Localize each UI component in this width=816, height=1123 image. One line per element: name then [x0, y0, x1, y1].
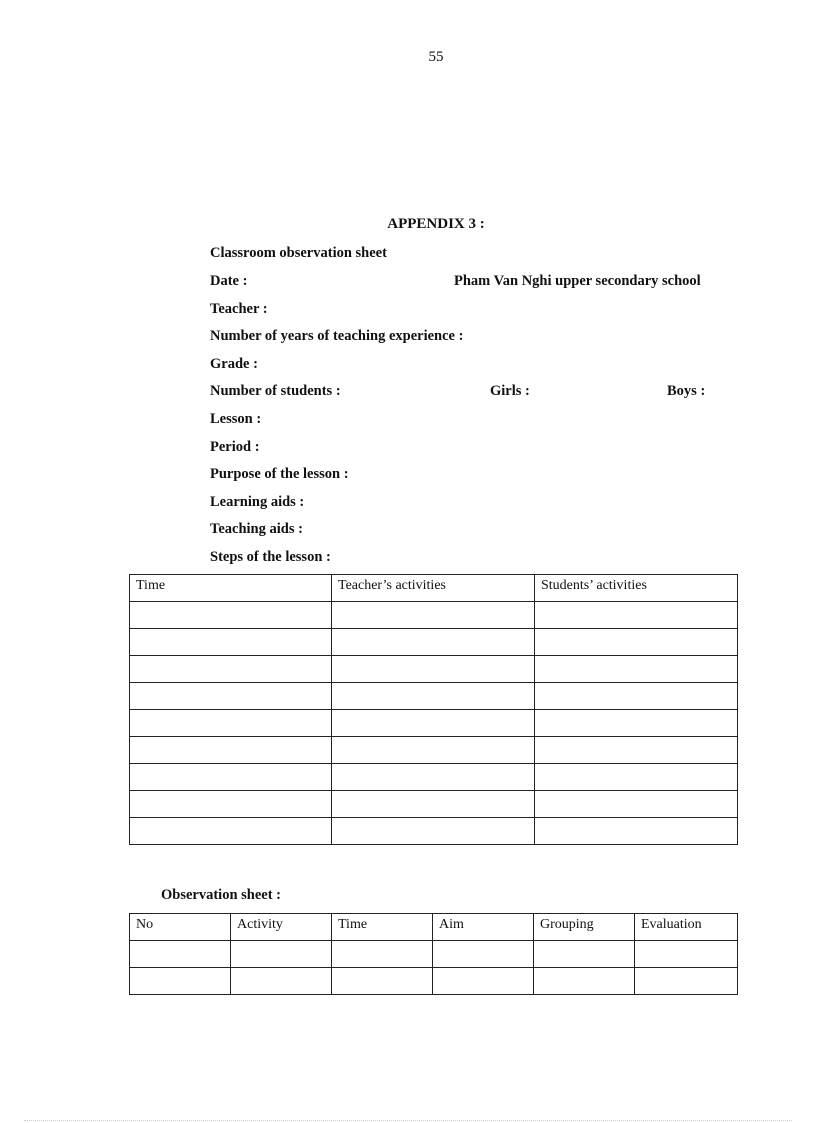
- table-cell[interactable]: [130, 602, 332, 629]
- table-cell[interactable]: [635, 941, 738, 968]
- period-label: Period :: [210, 439, 260, 455]
- table-cell[interactable]: [332, 941, 433, 968]
- table-row: [130, 629, 738, 656]
- column-header: Teacher’s activities: [332, 575, 535, 602]
- table-cell[interactable]: [535, 737, 738, 764]
- sheet-title: Classroom observation sheet: [210, 245, 387, 261]
- column-header: No: [130, 914, 231, 941]
- table-cell[interactable]: [130, 656, 332, 683]
- learning-aids-label: Learning aids :: [210, 494, 305, 510]
- date-label: Date :: [210, 273, 248, 289]
- table-cell[interactable]: [130, 764, 332, 791]
- teaching-aids-label: Teaching aids :: [210, 521, 303, 537]
- column-header: Time: [332, 914, 433, 941]
- table-cell[interactable]: [433, 941, 534, 968]
- grade-label: Grade :: [210, 356, 258, 372]
- purpose-label: Purpose of the lesson :: [210, 466, 349, 482]
- column-header: Time: [130, 575, 332, 602]
- table-cell[interactable]: [130, 629, 332, 656]
- table-cell[interactable]: [332, 737, 535, 764]
- table-row: [130, 968, 738, 995]
- table-cell[interactable]: [130, 737, 332, 764]
- table-row: [130, 818, 738, 845]
- table-cell[interactable]: [332, 968, 433, 995]
- lesson-label: Lesson :: [210, 411, 262, 427]
- table-cell[interactable]: [130, 818, 332, 845]
- table-cell[interactable]: [332, 818, 535, 845]
- table-row: [130, 602, 738, 629]
- table-cell[interactable]: [535, 791, 738, 818]
- students-label: Number of students :: [210, 383, 341, 399]
- table-cell[interactable]: [332, 791, 535, 818]
- table-cell[interactable]: [130, 968, 231, 995]
- table-cell[interactable]: [332, 710, 535, 737]
- table-cell[interactable]: [332, 629, 535, 656]
- observation-table: [129, 913, 738, 995]
- table-cell[interactable]: [130, 941, 231, 968]
- table-row: [130, 737, 738, 764]
- table-cell[interactable]: [332, 683, 535, 710]
- column-header: Grouping: [534, 914, 635, 941]
- table-cell[interactable]: [535, 629, 738, 656]
- table-row: [130, 941, 738, 968]
- page-bottom-divider: [24, 1120, 792, 1121]
- table-cell[interactable]: [433, 968, 534, 995]
- table-cell[interactable]: [535, 710, 738, 737]
- table-row: [130, 683, 738, 710]
- table-row: [130, 764, 738, 791]
- table-cell[interactable]: [130, 710, 332, 737]
- boys-label: Boys :: [667, 383, 706, 399]
- lesson-steps-table: [129, 574, 738, 845]
- table-header-row: [130, 575, 738, 602]
- table-cell[interactable]: [332, 764, 535, 791]
- appendix-title: APPENDIX 3 :: [387, 216, 485, 232]
- table-cell[interactable]: [231, 968, 332, 995]
- experience-label: Number of years of teaching experience :: [210, 328, 464, 344]
- table-cell[interactable]: [130, 683, 332, 710]
- table-header-row: [130, 914, 738, 941]
- column-header: Evaluation: [635, 914, 738, 941]
- table-cell[interactable]: [535, 764, 738, 791]
- column-header: Activity: [231, 914, 332, 941]
- table-cell[interactable]: [130, 791, 332, 818]
- table-cell[interactable]: [534, 968, 635, 995]
- table-row: [130, 710, 738, 737]
- table-cell[interactable]: [332, 656, 535, 683]
- table-cell[interactable]: [535, 818, 738, 845]
- observation-heading: Observation sheet :: [161, 887, 282, 903]
- column-header: Aim: [433, 914, 534, 941]
- table-cell[interactable]: [534, 941, 635, 968]
- girls-label: Girls :: [490, 383, 530, 399]
- table-cell[interactable]: [535, 683, 738, 710]
- page-number: 55: [428, 49, 444, 65]
- table-cell[interactable]: [231, 941, 332, 968]
- column-header: Students’ activities: [535, 575, 738, 602]
- teacher-label: Teacher :: [210, 301, 268, 317]
- table-cell[interactable]: [332, 602, 535, 629]
- table-row: [130, 791, 738, 818]
- table-row: [130, 656, 738, 683]
- school-name: Pham Van Nghi upper secondary school: [454, 273, 701, 289]
- table-cell[interactable]: [535, 656, 738, 683]
- steps-label: Steps of the lesson :: [210, 549, 331, 565]
- table-cell[interactable]: [535, 602, 738, 629]
- table-cell[interactable]: [635, 968, 738, 995]
